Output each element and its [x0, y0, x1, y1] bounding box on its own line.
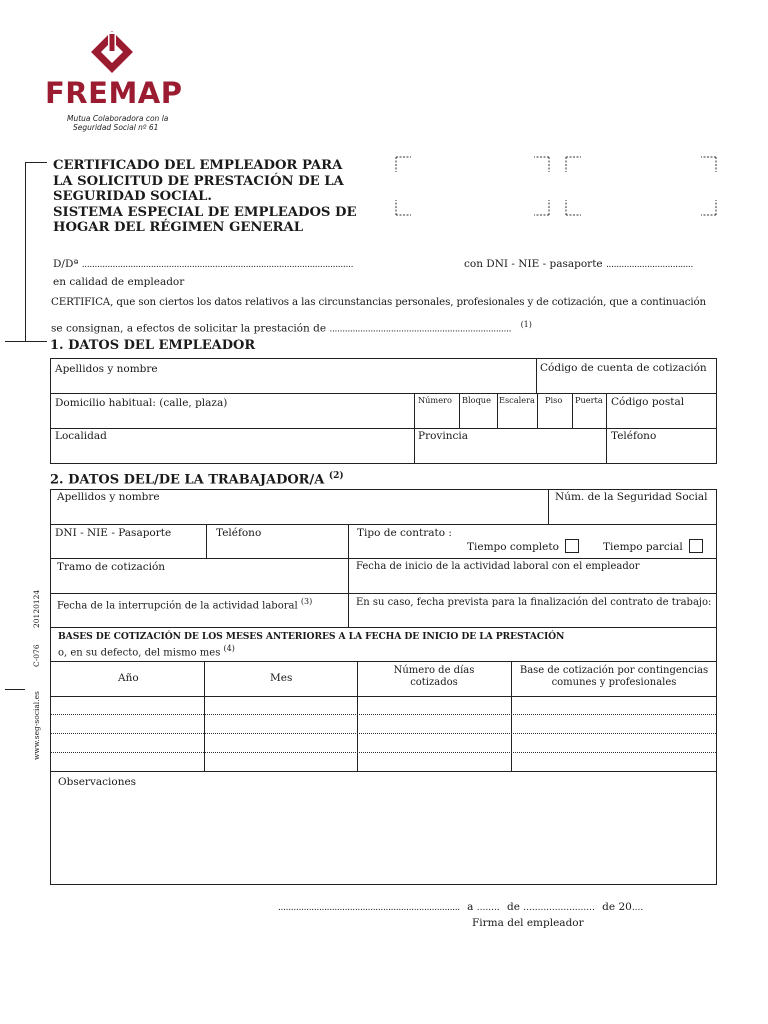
fremap-logo-mark-icon [88, 30, 136, 78]
title-line-3: SEGURIDAD SOCIAL. [53, 189, 212, 204]
dd-label: D/Dª [53, 258, 79, 270]
footer-de-1: de [507, 901, 520, 913]
section-2-title-text: 2. DATOS DEL/DE LA TRABAJADOR/A [50, 472, 325, 488]
footer-a: a [467, 901, 474, 913]
certifica-text: CERTIFICA, que son ciertos los datos relativos a las circunstancias personales, profesionales y de cotización, que a continuación [51, 296, 707, 308]
employer-name-field[interactable]: Apellidos y nombre [55, 363, 158, 375]
col-dias-line-2: cotizados [410, 677, 458, 688]
bases-row-2[interactable] [51, 733, 716, 734]
observaciones-field[interactable]: Observaciones [58, 776, 137, 788]
worker-name-field[interactable]: Apellidos y nombre [57, 491, 160, 503]
dni-label: con DNI - NIE - pasaporte [464, 258, 603, 270]
place-field[interactable]: ....................................................................... [278, 903, 460, 913]
brand-name: FREMAP [45, 76, 183, 110]
bases-subtitle-text: o, en su defecto, del mismo mes [58, 647, 221, 659]
fecha-prevista-field[interactable]: En su caso, fecha prevista para la finalización del contrato de trabajo: [356, 597, 712, 608]
calidad-text: en calidad de empleador [53, 276, 185, 288]
bases-subtitle [58, 643, 235, 659]
employer-puerta-field[interactable]: Puerta [575, 395, 603, 405]
employer-bloque-field[interactable]: Bloque [462, 395, 491, 405]
side-web: www.seg-social.es [32, 691, 41, 760]
stamp-area-marks [390, 152, 725, 222]
tramo-field[interactable]: Tramo de cotización [57, 561, 166, 573]
col-base-line-1: Base de cotización por contingencias [519, 665, 709, 676]
employer-cp-field[interactable]: Código postal [611, 396, 685, 408]
footer-de-2: de 20 [602, 901, 632, 913]
worker-telefono-field[interactable]: Teléfono [216, 527, 262, 539]
note-2: (2) [328, 471, 344, 481]
left-bracket-bottom-ext [5, 341, 25, 342]
section-2-title [50, 471, 344, 487]
dd-field[interactable]: .......................................................................................................... [81, 260, 354, 270]
dni-field[interactable]: .................................. [605, 260, 694, 270]
title-line-5: HOGAR DEL RÉGIMEN GENERAL [53, 220, 303, 235]
title-line-2: LA SOLICITUD DE PRESTACIÓN DE LA [53, 173, 344, 189]
worker-dni-field[interactable]: DNI - NIE - Pasaporte [55, 527, 172, 539]
day-field[interactable]: ........ [476, 903, 500, 913]
bases-title: BASES DE COTIZACIÓN DE LOS MESES ANTERIORES A LA FECHA DE INICIO DE LA PRESTACIÓN [58, 631, 565, 642]
side-date: 20120124 [32, 589, 41, 628]
section-1-title: 1. DATOS DEL EMPLEADOR [50, 338, 256, 353]
side-code: C-076 [32, 644, 41, 667]
employer-telefono-field[interactable]: Teléfono [611, 430, 657, 442]
fecha-inicio-field[interactable]: Fecha de inicio de la actividad laboral con el empleador [356, 561, 640, 572]
tiempo-completo-checkbox[interactable] [565, 539, 579, 553]
brand-tagline-2: Seguridad Social nº 61 [73, 123, 159, 132]
fremap-logo [45, 30, 185, 135]
col-dias-header [357, 665, 511, 689]
year-field[interactable]: .... [631, 903, 644, 913]
col-dias-line-1: Número de días [393, 665, 475, 676]
title-line-4: SISTEMA ESPECIAL DE EMPLEADOS DE [53, 204, 357, 220]
col-anio-header: Año [118, 672, 139, 684]
note-1: (1) [520, 320, 532, 329]
employer-piso-field[interactable]: Piso [545, 395, 563, 405]
col-base-line-2: comunes y profesionales [551, 677, 677, 688]
worker-ss-number-field[interactable]: Núm. de la Seguridad Social [555, 491, 708, 503]
employer-ccc-field[interactable]: Código de cuenta de cotización [540, 362, 707, 374]
side-tick [5, 689, 25, 690]
title-line-1: CERTIFICADO DEL EMPLEADOR PARA [53, 158, 343, 173]
brand-tagline-1: Mutua Colaboradora con la [67, 114, 169, 123]
employer-provincia-field[interactable]: Provincia [418, 430, 468, 442]
col-mes-header: Mes [270, 672, 293, 684]
prestacion-field[interactable]: ....................................................................... [329, 324, 512, 335]
bases-row-1[interactable] [51, 714, 716, 715]
note-4: (4) [223, 644, 235, 653]
employer-escalera-field[interactable]: Escalera [499, 395, 535, 405]
employer-address-field[interactable]: Domicilio habitual: (calle, plaza) [55, 397, 228, 409]
consignan-text: se consignan, a efectos de solicitar la prestación de [51, 322, 327, 335]
firma-label: Firma del empleador [472, 917, 584, 929]
left-bracket [25, 162, 47, 342]
note-3: (3) [300, 597, 313, 606]
month-field[interactable]: ......................... [523, 903, 595, 913]
tiempo-parcial-label: Tiempo parcial [603, 541, 683, 553]
tiempo-completo-label: Tiempo completo [467, 541, 559, 553]
fecha-interrupcion-field[interactable] [57, 596, 312, 612]
employer-localidad-field[interactable]: Localidad [55, 430, 107, 442]
fecha-interrupcion-label: Fecha de la interrupción de la actividad laboral [57, 600, 298, 612]
employer-numero-field[interactable]: Número [418, 395, 452, 405]
document-title [53, 158, 373, 236]
tiempo-parcial-checkbox[interactable] [689, 539, 703, 553]
col-base-header [511, 665, 717, 689]
contract-type-label: Tipo de contrato : [357, 527, 452, 539]
bases-row-3[interactable] [51, 752, 716, 753]
